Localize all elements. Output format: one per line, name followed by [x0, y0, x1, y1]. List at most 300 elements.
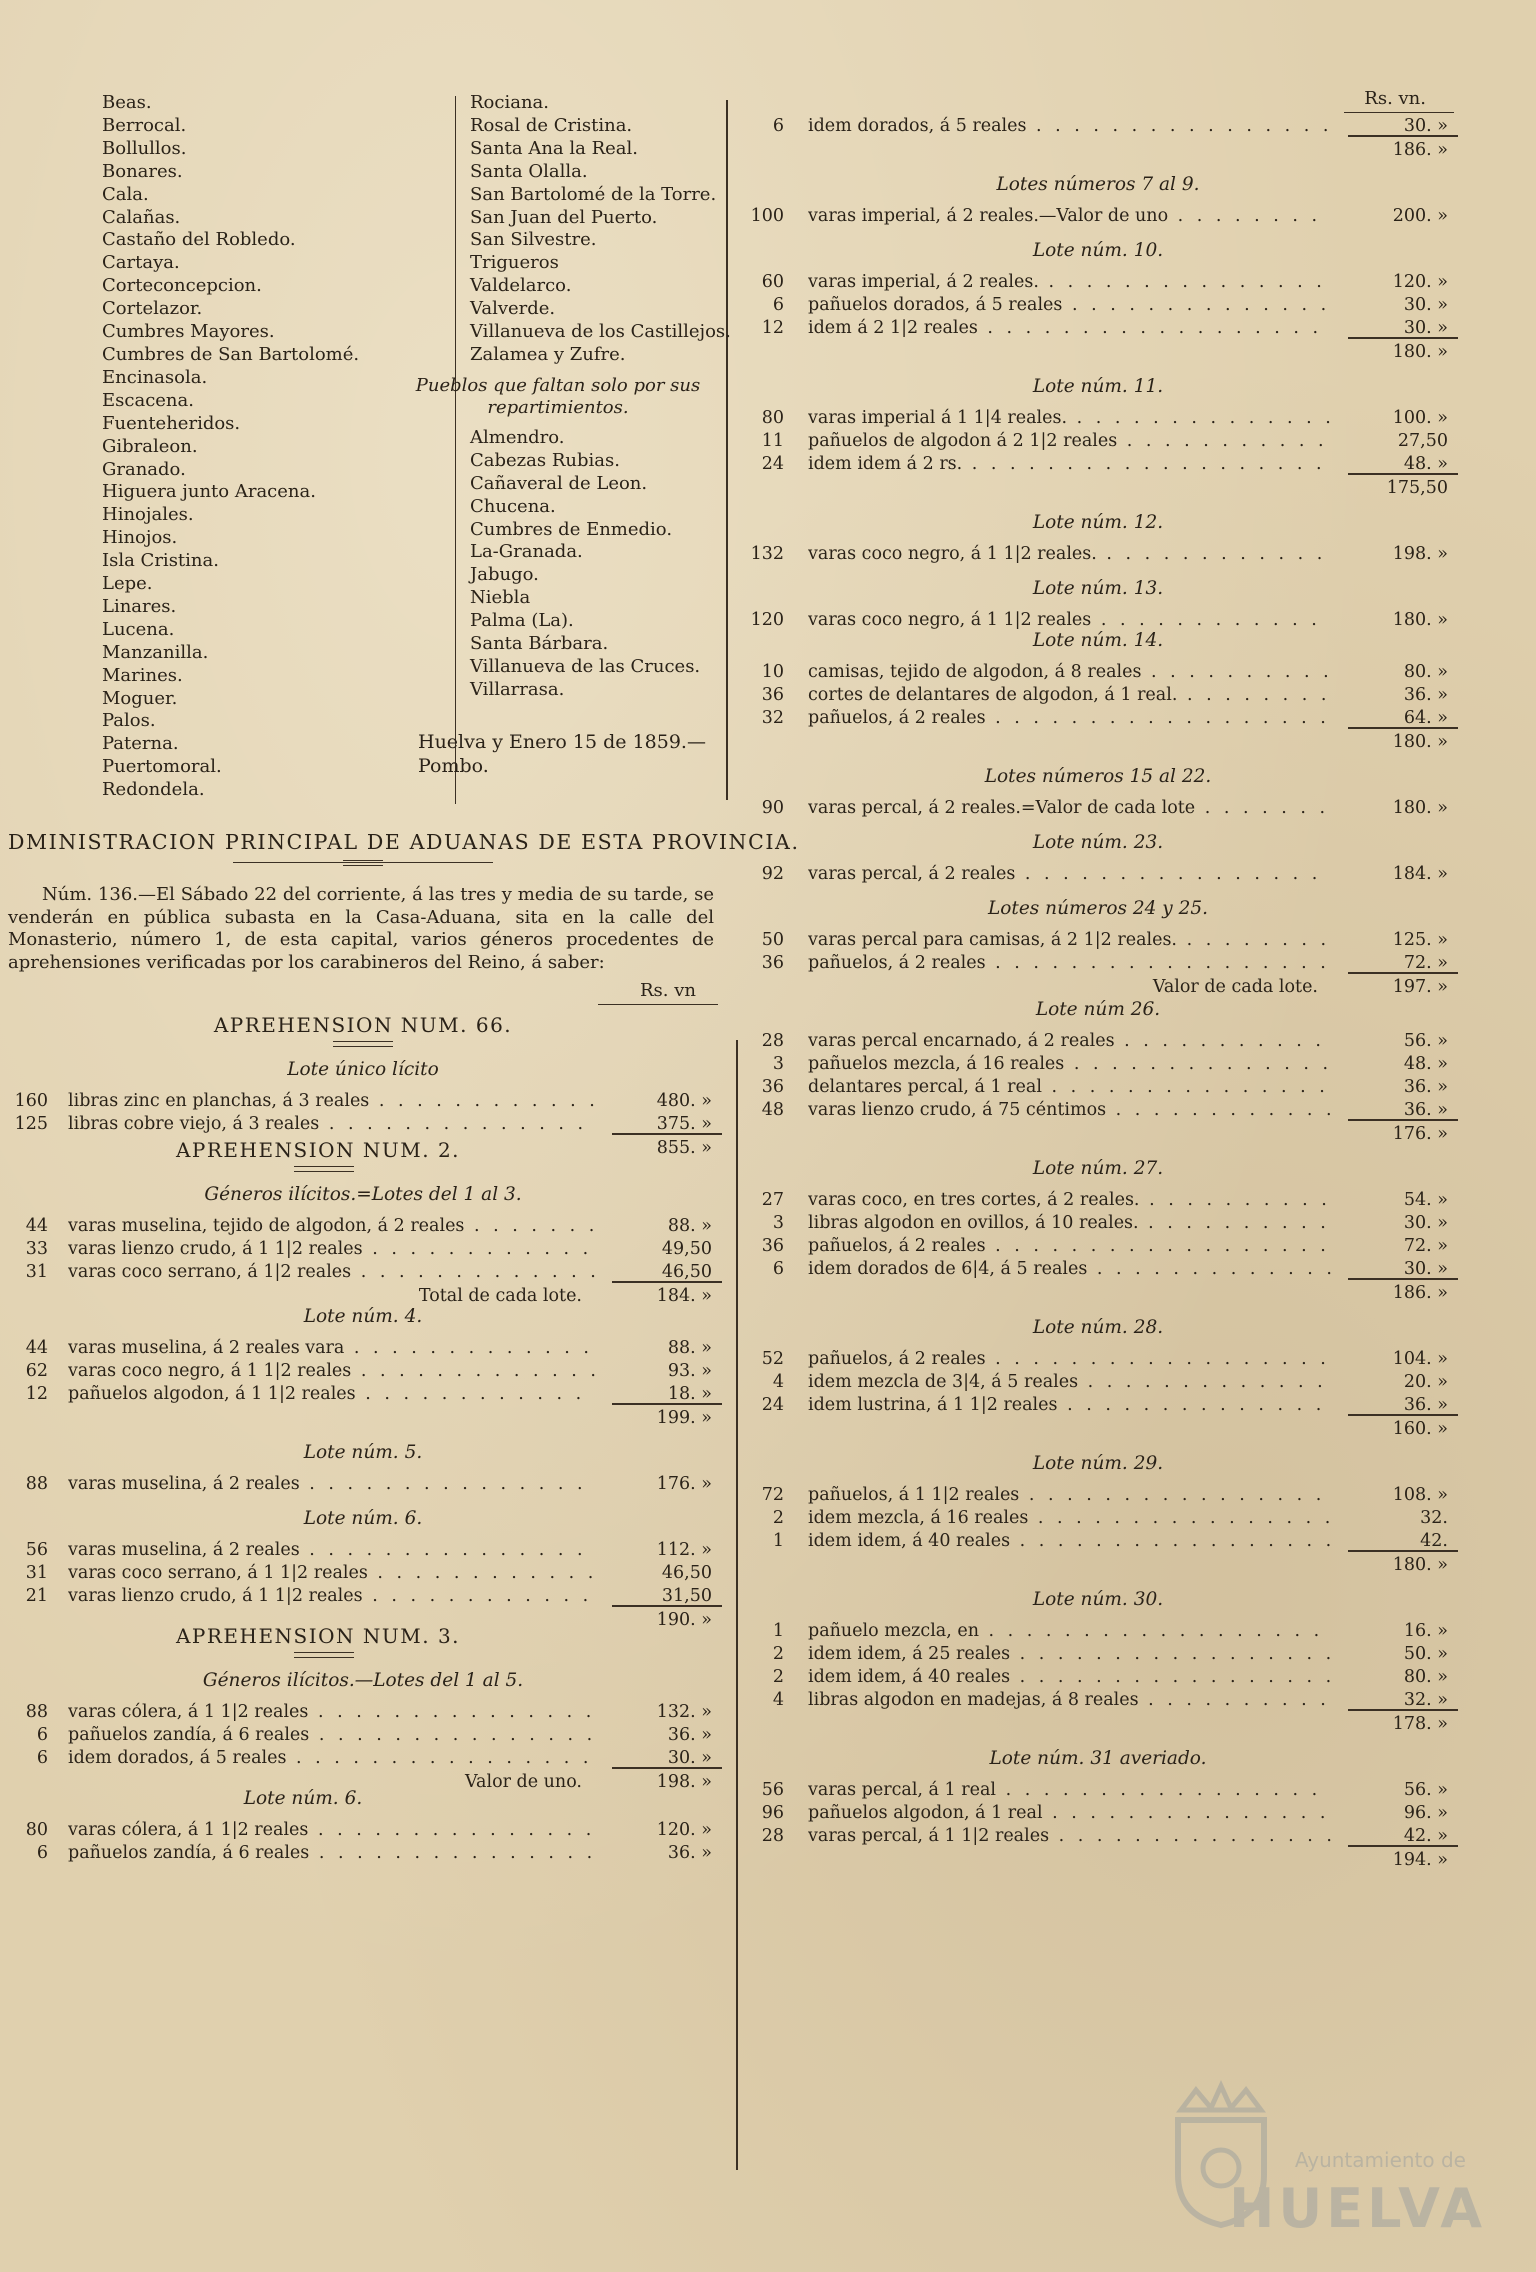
table-row	[8, 1337, 718, 1360]
aprehension-66-title: APREHENSION NUM. 66.	[213, 1013, 513, 1037]
aprehension-3-title: APREHENSION NUM. 3.	[175, 1624, 461, 1648]
value-cell: 120. »	[1392, 272, 1448, 292]
town-name: Calañas.	[102, 206, 181, 228]
description-cell: varas cólera, á 1 1|2 reales . . .	[68, 1701, 596, 1724]
description-cell: idem idem, á 40 reales . . .	[808, 1530, 1332, 1553]
town-name: Villanueva de los Castillejos.	[470, 321, 731, 343]
quantity-cell: 12	[25, 1384, 48, 1404]
lot-heading: Lote núm. 6.	[303, 1508, 423, 1529]
quantity-cell: 80	[761, 408, 784, 428]
lot-heading: Lote núm. 28.	[1032, 1317, 1164, 1338]
right-column	[742, 88, 1454, 1872]
table-row	[742, 661, 1454, 684]
lot-heading: Géneros ilícitos.=Lotes del 1 al 3.	[204, 1184, 522, 1205]
town-name: Valverde.	[470, 298, 556, 320]
quantity-cell: 92	[761, 864, 784, 884]
town-name: Chucena.	[470, 495, 556, 517]
town-name: Isla Cristina.	[102, 550, 219, 572]
quantity-cell: 48	[761, 1100, 784, 1120]
description-cell: delantares percal, á 1 real . . .	[808, 1076, 1332, 1099]
value-cell: 56. »	[1403, 1780, 1448, 1800]
description-cell: idem mezcla de 3|4, á 5 reales . . .	[808, 1371, 1332, 1394]
description-cell: varas percal, á 1 1|2 reales . . .	[808, 1825, 1332, 1848]
quantity-cell: 2	[772, 1508, 784, 1528]
watermark-line2: HUELVA	[1229, 2177, 1486, 2240]
town-name: Berrocal.	[102, 114, 187, 136]
value-cell: 56. »	[1403, 1031, 1448, 1051]
admin-title: DMINISTRACION PRINCIPAL DE ADUANAS DE ESTA PROVINCIA.	[8, 830, 800, 854]
town-name: Bonares.	[102, 160, 183, 182]
ornament-rule	[294, 1652, 354, 1658]
value-cell: 88. »	[667, 1216, 712, 1236]
lot-total: 199. »	[8, 1406, 718, 1430]
town-name: San Silvestre.	[470, 229, 597, 251]
town-name: Gibraleon.	[102, 435, 198, 457]
date-text: Huelva y Enero 15 de 1859.—	[418, 730, 706, 753]
quantity-cell: 6	[36, 1843, 48, 1863]
description-cell: libras algodon en ovillos, á 10 reales. . . .	[808, 1212, 1332, 1235]
value-cell: 31,50	[661, 1586, 712, 1606]
description-cell: varas coco negro, á 1 1|2 reales . . .	[68, 1360, 596, 1383]
quantity-cell: 10	[761, 662, 784, 682]
town-name: Almendro.	[470, 426, 565, 448]
table-row	[742, 1484, 1454, 1507]
town-name: Corteconcepcion.	[102, 275, 262, 297]
quantity-cell: 6	[772, 295, 784, 315]
quantity-cell: 50	[761, 930, 784, 950]
lot-total: Valor de uno. 198. »	[8, 1770, 718, 1794]
town-name: Beas.	[102, 92, 152, 113]
description-cell: varas muselina, á 2 reales . . .	[68, 1473, 596, 1496]
description-cell: camisas, tejido de algodon, á 8 reales . . .	[808, 661, 1332, 684]
town-name: Escacena.	[102, 389, 194, 411]
column-rule-center-lower	[736, 1040, 738, 2170]
town-name: Trigueros	[470, 252, 559, 274]
value-cell: 36. »	[667, 1725, 712, 1745]
table-row	[8, 1215, 718, 1238]
lot-heading: Lote núm. 30.	[1032, 1589, 1164, 1610]
description-cell: varas lienzo crudo, á 1 1|2 reales . . .	[68, 1585, 596, 1608]
description-cell: idem dorados, á 5 reales . . .	[808, 115, 1332, 138]
quantity-cell: 62	[25, 1361, 48, 1381]
town-name: Cala.	[102, 183, 149, 205]
value-cell: 88. »	[667, 1338, 712, 1358]
table-row	[8, 1701, 718, 1724]
description-cell: varas muselina, tejido de algodon, á 2 reales . . .	[68, 1215, 596, 1238]
lot-heading: Lotes números 7 al 9.	[996, 174, 1200, 195]
table-row	[8, 1238, 718, 1261]
lot-heading: Lote núm. 31 averiado.	[989, 1748, 1207, 1769]
town-name: Puertomoral.	[102, 756, 222, 778]
town-name: Paterna.	[102, 733, 179, 755]
town-name: Lucena.	[102, 618, 175, 640]
description-cell: pañuelos, á 2 reales . . .	[808, 1348, 1332, 1371]
description-cell: varas imperial, á 2 reales. . . .	[808, 271, 1332, 294]
description-cell: varas coco negro, á 1 1|2 reales . . .	[808, 609, 1332, 632]
value-cell: 108. »	[1392, 1485, 1448, 1505]
lot-total: Total de cada lote. 184. »	[8, 1284, 718, 1308]
description-cell: idem dorados de 6|4, á 5 reales . . .	[808, 1258, 1332, 1281]
description-cell: varas lienzo crudo, á 75 céntimos . . .	[808, 1099, 1332, 1122]
town-name: Cumbres de Enmedio.	[470, 518, 673, 540]
town-name: Marines.	[102, 664, 183, 686]
lot-total: 186. »	[742, 1281, 1454, 1305]
table-row	[8, 1819, 718, 1842]
table-row	[742, 543, 1454, 566]
town-name: Rosal de Cristina.	[470, 114, 633, 136]
value-cell: 125. »	[1392, 930, 1448, 950]
description-cell: pañuelos, á 2 reales . . .	[808, 1235, 1332, 1258]
description-cell: varas coco serrano, á 1|2 reales . . .	[68, 1261, 596, 1284]
table-row	[742, 1666, 1454, 1689]
town-name: Rociana.	[470, 92, 550, 113]
table-row	[742, 1643, 1454, 1666]
town-name: Redondela.	[102, 779, 205, 801]
quantity-cell: 72	[761, 1485, 784, 1505]
table-row	[742, 609, 1454, 632]
aprehension-2-title: APREHENSION NUM. 2.	[175, 1138, 461, 1162]
table-row	[742, 1053, 1454, 1076]
description-cell: varas percal, á 2 reales.=Valor de cada lote . . .	[808, 797, 1332, 820]
quantity-cell: 12	[761, 318, 784, 338]
lot-heading: Lote núm 26.	[1035, 999, 1161, 1020]
value-cell: 48. »	[1403, 454, 1448, 474]
quantity-cell: 125	[14, 1114, 48, 1134]
value-cell: 46,50	[661, 1563, 712, 1583]
quantity-cell: 2	[772, 1644, 784, 1664]
town-name: Manzanilla.	[102, 641, 209, 663]
table-row	[742, 271, 1454, 294]
lot-total: 186. »	[742, 138, 1454, 162]
table-row	[742, 1507, 1454, 1530]
lot-heading: Lotes números 24 y 25.	[987, 898, 1209, 919]
value-cell: 30. »	[1403, 295, 1448, 315]
unit-header: Rs. vn	[8, 980, 718, 1001]
description-cell: varas cólera, á 1 1|2 reales . . .	[68, 1819, 596, 1842]
lot-heading: Lote núm. 23.	[1032, 832, 1164, 853]
ornament-rule	[333, 1041, 393, 1047]
value-cell: 104. »	[1392, 1349, 1448, 1369]
lot-heading: Lote núm. 11.	[1032, 376, 1164, 397]
quantity-cell: 56	[761, 1780, 784, 1800]
quantity-cell: 52	[761, 1349, 784, 1369]
description-cell: pañuelos algodon, á 1 1|2 reales . . .	[68, 1383, 596, 1406]
lot-heading: Lotes números 15 al 22.	[984, 766, 1212, 787]
quantity-cell: 21	[25, 1586, 48, 1606]
table-row	[742, 1235, 1454, 1258]
lot-heading: Lote núm. 5.	[303, 1442, 423, 1463]
town-name: San Bartolomé de la Torre.	[470, 183, 717, 205]
lot-heading: Lote núm. 6.	[243, 1788, 363, 1809]
town-name: Villarrasa.	[470, 678, 565, 700]
signature: Pombo.	[418, 754, 489, 777]
quantity-cell: 36	[761, 1236, 784, 1256]
description-cell: varas percal, á 1 real . . .	[808, 1779, 1332, 1802]
town-name: Niebla	[470, 587, 531, 609]
table-row	[8, 1842, 718, 1865]
value-cell: 30. »	[1403, 318, 1448, 338]
value-cell: 184. »	[1392, 864, 1448, 884]
quantity-cell: 44	[25, 1216, 48, 1236]
dateline	[418, 730, 730, 778]
quantity-cell: 24	[761, 1395, 784, 1415]
town-name: Granado.	[102, 458, 186, 480]
table-row	[8, 1539, 718, 1562]
quantity-cell: 1	[772, 1531, 784, 1551]
value-cell: 80. »	[1403, 1667, 1448, 1687]
lot-total: Valor de cada lote. 197. »	[742, 975, 1454, 999]
table-row	[742, 1030, 1454, 1053]
description-cell: varas percal para camisas, á 2 1|2 reales. . . .	[808, 929, 1332, 952]
value-cell: 36. »	[1403, 1077, 1448, 1097]
quantity-cell: 36	[761, 953, 784, 973]
town-name: Cañaveral de Leon.	[470, 472, 648, 494]
description-cell: idem lustrina, á 1 1|2 reales . . .	[808, 1394, 1332, 1417]
town-name: Fuenteheridos.	[102, 412, 241, 434]
value-cell: 180. »	[1392, 610, 1448, 630]
quantity-cell: 3	[772, 1213, 784, 1233]
value-cell: 42.	[1420, 1531, 1448, 1551]
quantity-cell: 6	[772, 1259, 784, 1279]
description-cell: varas coco, en tres cortes, á 2 reales. . . .	[808, 1189, 1332, 1212]
town-name: Villanueva de las Cruces.	[470, 655, 701, 677]
town-name: Castaño del Robledo.	[102, 229, 296, 251]
table-row	[742, 929, 1454, 952]
table-row	[742, 863, 1454, 886]
quantity-cell: 36	[761, 685, 784, 705]
quantity-cell: 160	[14, 1091, 48, 1111]
town-name: Valdelarco.	[470, 275, 572, 297]
town-name: Hinojales.	[102, 504, 194, 526]
description-cell: cortes de delantares de algodon, á 1 real. . . .	[808, 684, 1332, 707]
description-cell: idem dorados, á 5 reales . . .	[68, 1747, 596, 1770]
town-name: Hinojos.	[102, 527, 178, 549]
table-row	[742, 1189, 1454, 1212]
table-row	[742, 684, 1454, 707]
towns-list-right	[415, 92, 731, 778]
value-cell: 20. »	[1403, 1372, 1448, 1392]
value-cell: 27,50	[1397, 431, 1448, 451]
value-cell: 176. »	[656, 1474, 712, 1494]
value-cell: 93. »	[667, 1361, 712, 1381]
quantity-cell: 100	[750, 206, 784, 226]
lot-heading: Lote núm. 14.	[1032, 630, 1164, 651]
value-cell: 46,50	[661, 1262, 712, 1282]
table-row	[8, 1090, 718, 1113]
table-row	[742, 407, 1454, 430]
title-ornament-rule	[233, 860, 493, 866]
lot-total: 855. »	[8, 1136, 718, 1160]
town-name: Santa Olalla.	[470, 160, 588, 182]
description-cell: varas lienzo crudo, á 1 1|2 reales . . .	[68, 1238, 596, 1261]
value-cell: 180. »	[1392, 798, 1448, 818]
quantity-cell: 90	[761, 798, 784, 818]
value-cell: 36. »	[1403, 1100, 1448, 1120]
value-cell: 42. »	[1403, 1826, 1448, 1846]
value-cell: 64. »	[1403, 708, 1448, 728]
description-cell: pañuelos zandía, á 6 reales . . .	[68, 1842, 596, 1865]
town-name: Santa Ana la Real.	[470, 137, 639, 159]
value-cell: 100. »	[1392, 408, 1448, 428]
value-cell: 120. »	[656, 1820, 712, 1840]
value-cell: 30. »	[667, 1748, 712, 1768]
missing-towns-heading: Pueblos que faltan solo por sus repartimientos.	[415, 374, 701, 418]
town-name: Encinasola.	[102, 366, 208, 388]
lot-heading: Géneros ilícitos.—Lotes del 1 al 5.	[202, 1670, 524, 1691]
town-name: Cabezas Rubias.	[470, 449, 620, 471]
description-cell: pañuelos, á 2 reales . . .	[808, 707, 1332, 730]
watermark-line1: Ayuntamiento de	[1294, 2148, 1466, 2172]
quantity-cell: 11	[761, 431, 784, 451]
table-row	[8, 1562, 718, 1585]
quantity-cell: 33	[25, 1239, 48, 1259]
value-cell: 200. »	[1392, 206, 1448, 226]
description-cell: libras zinc en planchas, á 3 reales . . .	[68, 1090, 596, 1113]
description-cell: varas coco negro, á 1 1|2 reales. . . .	[808, 543, 1332, 566]
quantity-cell: 36	[761, 1077, 784, 1097]
quantity-cell: 28	[761, 1826, 784, 1846]
town-name: Palma (La).	[470, 610, 574, 632]
lot-total: 180. »	[742, 1553, 1454, 1577]
lot-total: 176. »	[742, 1122, 1454, 1146]
lot-total: 160. »	[742, 1417, 1454, 1441]
lot-total: 180. »	[742, 340, 1454, 364]
value-cell: 18. »	[667, 1384, 712, 1404]
town-name: Cumbres Mayores.	[102, 321, 275, 343]
description-cell: idem mezcla, á 16 reales . . .	[808, 1507, 1332, 1530]
value-cell: 30. »	[1403, 116, 1448, 136]
town-name: Linares.	[102, 595, 177, 617]
value-cell: 16. »	[1403, 1621, 1448, 1641]
lot-heading: Lote núm. 29.	[1032, 1453, 1164, 1474]
table-row	[742, 1371, 1454, 1394]
towns-list-left	[102, 92, 359, 802]
quantity-cell: 28	[761, 1031, 784, 1051]
description-cell: varas imperial, á 2 reales.—Valor de uno . . .	[808, 205, 1332, 228]
table-row	[742, 1212, 1454, 1235]
lot-total: 178. »	[742, 1712, 1454, 1736]
unit-header-right: Rs. vn.	[742, 88, 1454, 109]
value-cell: 480. »	[656, 1091, 712, 1111]
description-cell: varas imperial á 1 1|4 reales. . . .	[808, 407, 1332, 430]
quantity-cell: 96	[761, 1803, 784, 1823]
value-cell: 48. »	[1403, 1054, 1448, 1074]
description-cell: idem idem á 2 rs. . . .	[808, 453, 1332, 476]
town-name: Bollullos.	[102, 137, 187, 159]
table-row	[8, 1473, 718, 1496]
value-cell: 30. »	[1403, 1259, 1448, 1279]
value-cell: 32. »	[1403, 1690, 1448, 1710]
quantity-cell: 6	[772, 116, 784, 136]
town-lists	[8, 92, 731, 812]
lot-heading: Lote núm. 13.	[1032, 578, 1164, 599]
description-cell: libras cobre viejo, á 3 reales . . .	[68, 1113, 596, 1136]
quantity-cell: 31	[25, 1262, 48, 1282]
table-row	[742, 1348, 1454, 1371]
town-name: Santa Bárbara.	[470, 633, 609, 655]
value-cell: 50. »	[1403, 1644, 1448, 1664]
quantity-cell: 44	[25, 1338, 48, 1358]
table-row	[8, 1360, 718, 1383]
town-name: Zalamea y Zufre.	[470, 343, 626, 365]
intro-paragraph: Núm. 136.—El Sábado 22 del corriente, á las tres y media de su tarde, se venderán en pública subasta en la Casa-Aduana, sita en la calle del Monasterio, número 1, de esta capital, varios géneros procedentes de aprehensiones verificadas por los carabineros del Reino, á saber:	[8, 884, 714, 973]
value-cell: 36. »	[667, 1843, 712, 1863]
table-row	[742, 430, 1454, 453]
description-cell: varas muselina, á 2 reales . . .	[68, 1539, 596, 1562]
table-row	[742, 1620, 1454, 1643]
lot-heading: Lote único lícito	[287, 1059, 439, 1080]
description-cell: pañuelos mezcla, á 16 reales . . .	[808, 1053, 1332, 1076]
quantity-cell: 80	[25, 1820, 48, 1840]
town-name: Cumbres de San Bartolomé.	[102, 343, 360, 365]
town-name: La-Granada.	[470, 541, 583, 563]
description-cell: idem á 2 1|2 reales . . .	[808, 317, 1332, 340]
value-cell: 96. »	[1403, 1803, 1448, 1823]
table-row	[742, 294, 1454, 317]
lot-heading: Lote núm. 12.	[1032, 512, 1164, 533]
quantity-cell: 88	[25, 1702, 48, 1722]
town-name: Moguer.	[102, 687, 178, 709]
quantity-cell: 24	[761, 454, 784, 474]
description-cell: pañuelos, á 1 1|2 reales . . .	[808, 1484, 1332, 1507]
quantity-cell: 120	[750, 610, 784, 630]
value-cell: 198. »	[1392, 544, 1448, 564]
quantity-cell: 3	[772, 1054, 784, 1074]
lot-total: 175,50	[742, 476, 1454, 500]
lot-heading: Lote núm. 27.	[1032, 1158, 1164, 1179]
value-cell: 112. »	[656, 1540, 712, 1560]
description-cell: pañuelos, á 2 reales . . .	[808, 952, 1332, 975]
lot-heading: Lote núm. 10.	[1032, 240, 1164, 261]
description-cell: pañuelos de algodon á 2 1|2 reales . . .	[808, 430, 1332, 453]
town-name: Higuera junto Aracena.	[102, 481, 316, 503]
description-cell: pañuelos zandía, á 6 reales . . .	[68, 1724, 596, 1747]
table-row	[8, 1724, 718, 1747]
description-cell: idem idem, á 40 reales . . .	[808, 1666, 1332, 1689]
quantity-cell: 4	[772, 1690, 784, 1710]
value-cell: 132. »	[656, 1702, 712, 1722]
quantity-cell: 27	[761, 1190, 784, 1210]
quantity-cell: 6	[36, 1725, 48, 1745]
description-cell: varas percal, á 2 reales . . .	[808, 863, 1332, 886]
value-cell: 72. »	[1403, 1236, 1448, 1256]
description-cell: pañuelo mezcla, en . . .	[808, 1620, 1332, 1643]
description-cell: varas percal encarnado, á 2 reales . . .	[808, 1030, 1332, 1053]
description-cell: varas coco serrano, á 1 1|2 reales . . .	[68, 1562, 596, 1585]
quantity-cell: 88	[25, 1474, 48, 1494]
table-row	[742, 1076, 1454, 1099]
quantity-cell: 4	[772, 1372, 784, 1392]
value-cell: 30. »	[1403, 1213, 1448, 1233]
value-cell: 72. »	[1403, 953, 1448, 973]
town-name: Jabugo.	[470, 564, 539, 586]
table-row	[742, 1802, 1454, 1825]
description-cell: libras algodon en madejas, á 8 reales . . .	[808, 1689, 1332, 1712]
quantity-cell: 32	[761, 708, 784, 728]
quantity-cell: 56	[25, 1540, 48, 1560]
quantity-cell: 1	[772, 1621, 784, 1641]
quantity-cell: 6	[36, 1748, 48, 1768]
value-cell: 32.	[1420, 1508, 1448, 1528]
town-name: Cartaya.	[102, 252, 180, 274]
quantity-cell: 31	[25, 1563, 48, 1583]
lot-total: 190. »	[8, 1608, 718, 1632]
quantity-cell: 60	[761, 272, 784, 292]
description-cell: varas muselina, á 2 reales vara . . .	[68, 1337, 596, 1360]
value-cell: 49,50	[661, 1239, 712, 1259]
lot-total: 180. »	[742, 730, 1454, 754]
ornament-rule	[294, 1166, 354, 1172]
